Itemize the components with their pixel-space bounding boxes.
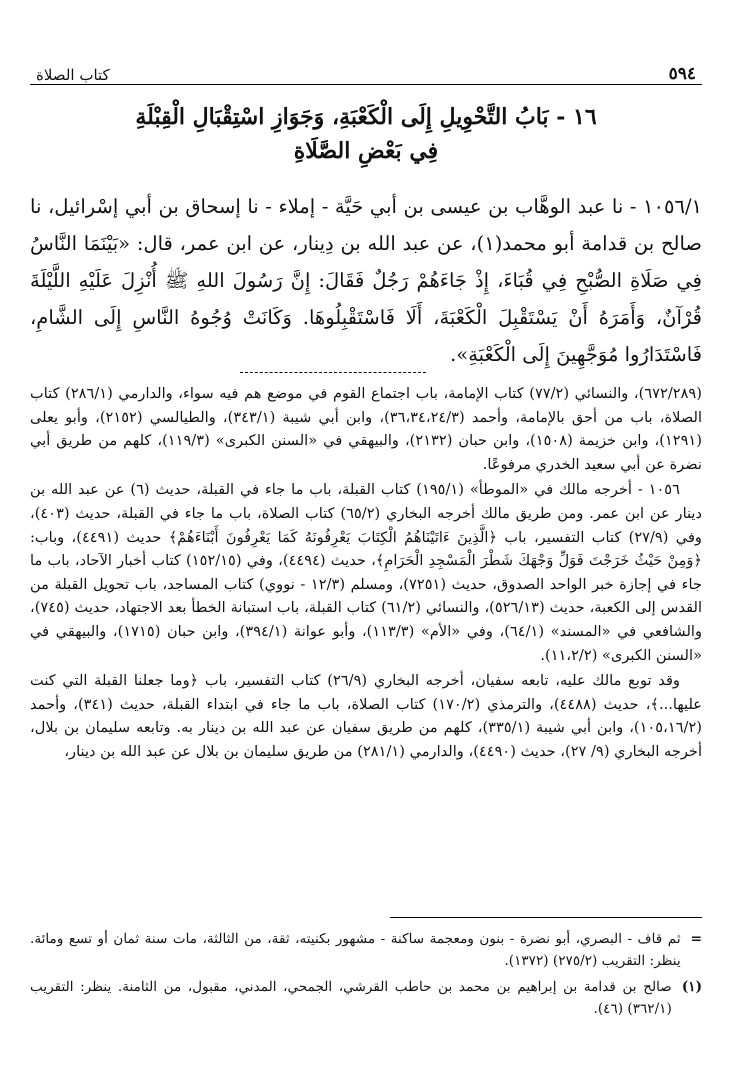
footnote-text: صالح بن قدامة بن إبراهيم بن محمد بن حاطب القرشي، الجمحي، المدني، مقبول، من الثامنة. ينظر: التقريب (٣٦٢/١) (٤٦). xyxy=(30,979,672,1017)
footnotes xyxy=(30,928,702,1024)
notes-separator xyxy=(240,372,426,373)
footnote-rule xyxy=(390,917,702,918)
book-title: كتاب الصلاة xyxy=(36,66,110,84)
takhrij-notes xyxy=(30,382,702,766)
footnote-marker: (١) xyxy=(681,979,702,995)
running-header xyxy=(36,56,696,84)
footnote xyxy=(30,928,702,972)
footnote-marker: = xyxy=(690,931,702,947)
note-paragraph: وقد توبع مالك عليه، تابعه سفيان، أخرجه البخاري (٢٦/٩) كتاب التفسير، باب ﴿وما جعلنا القبلة التي كنت عليها...﴾، حديث (٤٤٨٨)، والترمذي (١٧٠/٢) كتاب الصلاة، باب ما جاء في ابتداء القبلة، حديث (٣٤١)، وأحمد (١٠٥،١٦/٢)، وابن أبي شيبة (٣٣٥/١)، كلهم من طريق سفيان عن عبد الله بن دينار به. وتابعه سليمان بن بلال، أخرجه البخاري (٩/ ٢٧)، حديث (٤٤٩٠)، والدارمي (٢٨١/١) من طريق سليمان بن بلال عن عبد الله بن دينار، xyxy=(30,672,702,760)
footnote-text: ثم قاف - البصري، أبو نضرة - بنون ومعجمة ساكنة - مشهور بكنيته، ثقة، من الثالثة، مات سنة ثمان أو تسع ومائة. ينظر: التقريب (٢٧٥/٢) (١٣٧٢). xyxy=(30,931,681,969)
header-rule xyxy=(30,84,702,85)
page-number: ٥٩٤ xyxy=(668,64,696,84)
chapter-title-line-1: ١٦ - بَابُ التَّحْوِيلِ إِلَى الْكَعْبَةِ، وَجَوَازِ اسْتِقْبَالِ الْقِبْلَةِ xyxy=(135,104,597,130)
hadith-text: ١٠٥٦/١ - نا عبد الوهَّاب بن عيسى بن أبي حَيَّة - إملاء - نا إسحاق بن أبي إسْرائيل، نا صالح بن قدامة أبو محمد(١)، عن عبد الله بن دِينار، عن ابن عمر، قال: «بَيْنَمَا النَّاسُ فِي صَلَاةِ الصُّبْحِ فِي قُبَاءَ، إِذْ جَاءَهُمْ رَجُلٌ فَقَالَ: إِنَّ رَسُولَ اللهِ ﷺ أُنْزِلَ عَلَيْهِ اللَّيْلَةَ قُرْآنٌ، وَأَمَرَهُ أَنْ يَسْتَقْبِلَ الْكَعْبَةَ، أَلَا فَاسْتَقْبِلُوهَا. وَكَانَتْ وُجُوهُ النَّاسِ إِلَى الشَّامِ، فَاسْتَدَارُوا مُوَجَّهِينَ إِلَى الْكَعْبَةِ». xyxy=(30,195,702,366)
chapter-title-line-2: فِي بَعْضِ الصَّلَاةِ xyxy=(293,138,439,165)
note-paragraph: (٦٧٢/٢٨٩)، والنسائي (٧٧/٢) كتاب الإمامة، باب اجتماع القوم في موضع هم فيه سواء، والدارمي (٢٨٦/١) كتاب الصلاة، باب من أحق بالإمامة، وأحمد (٣٦،٣٤،٢٤/٣)، وابن أبي شيبة (٣٤٣/١)، والطيالسي (٢١٥٢)، وأبو يعلى (١٢٩١)، وابن خزيمة (١٥٠٨)، وابن حبان (٢١٣٢)، والبيهقي في «السنن الكبرى» (١١٩/٣)، كلهم من طريق أبي نضرة عن أبي سعيد الخدري مرفوعًا. xyxy=(30,385,703,473)
note-paragraph: ١٠٥٦ - أخرجه مالك في «الموطأ» (١٩٥/١) كتاب القبلة، باب ما جاء في القبلة، حديث (٦) عن عبد الله بن دينار عن ابن عمر. ومن طريق مالك أخرجه البخاري (٦٥/٢) كتاب الصلاة، باب ما جاء في القبلة، حديث (٤٠٣)، وفي (٢٧/٩) كتاب التفسير، باب ﴿الَّذِينَ ءَاتَيْنَاهُمُ الْكِتَابَ يَعْرِفُونَهُ كَمَا يَعْرِفُونَ أَبْنَاءَهُمْ﴾ حديث (٤٤٩١)، وباب: ﴿وَمِنْ حَيْثُ خَرَجْتَ فَوَلِّ وَجْهَكَ شَطْرَ الْمَسْجِدِ الْحَرَامِ﴾، حديث (٤٤٩٤)، وفي (١٥٢/١٥) كتاب أخبار الآحاد، باب ما جاء في إجازة خبر الواحد الصدوق، حديث (٧٢٥١)، ومسلم (١٢/٣ - نووي) كتاب المساجد، باب تحويل القبلة من القدس إلى الكعبة، حديث (٥٢٦/١٣)، والنسائي (٦١/٢) كتاب القبلة، باب استبانة الخطأ بعد الاجتهاد، حديث (٧٤٥)، والشافعي في «المسند» (٦٤/١)، وفي «الأم» (١١٣/٣)، وأبو عوانة (٣٩٤/١)، وابن حبان (١٧١٥)، والبيهقي في «السنن الكبرى» (١١،٢/٢). xyxy=(30,481,703,664)
chapter-heading xyxy=(40,100,692,168)
footnote xyxy=(30,976,702,1020)
